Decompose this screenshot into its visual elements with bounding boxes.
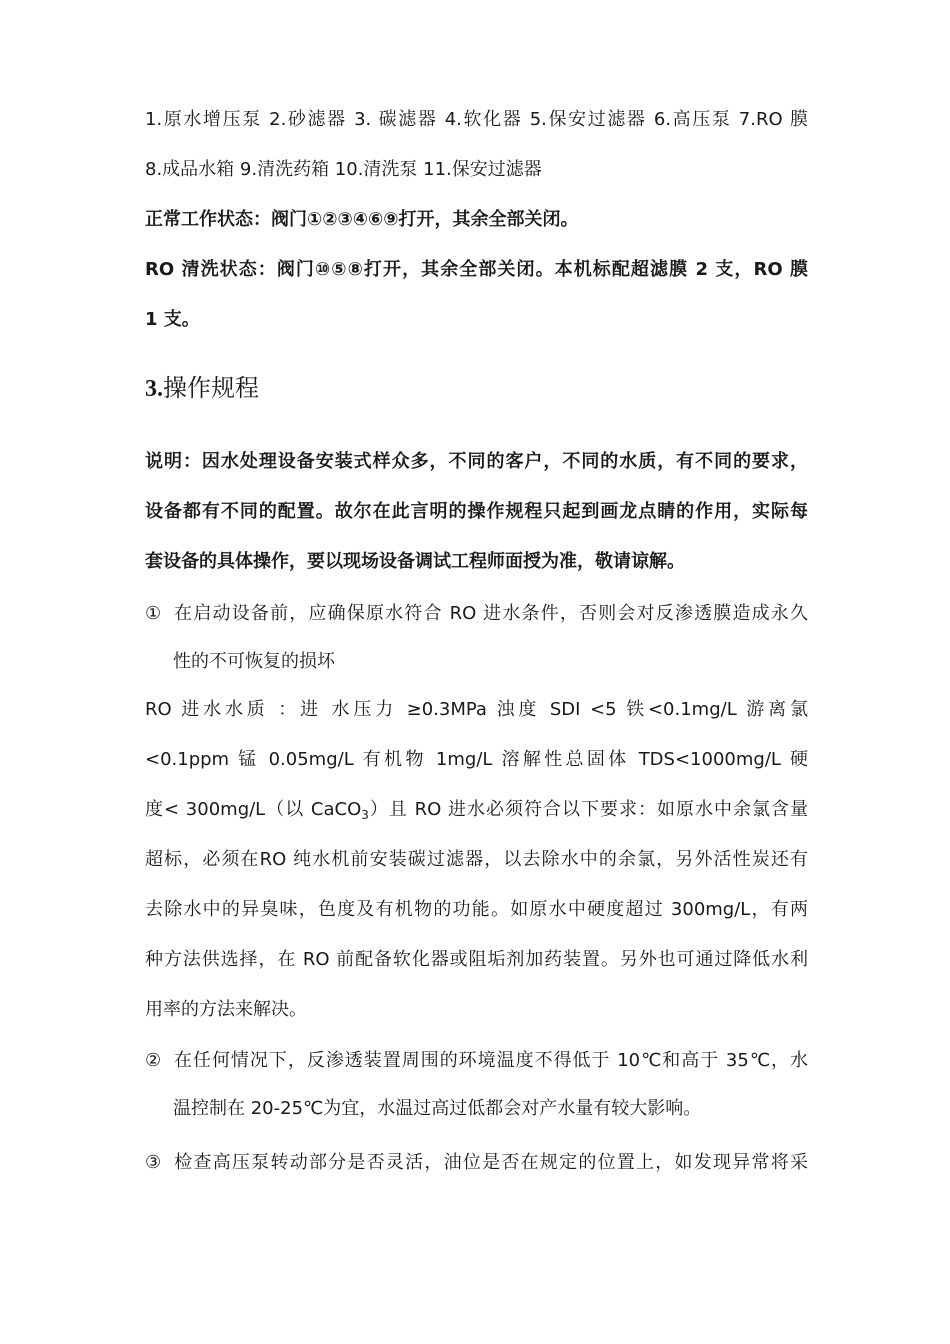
section-number: 3. <box>145 376 163 402</box>
water-quality-line-6: 种方法供选择，在 RO 前配备软化器或阻垢剂加药装置。另外也可通过降低水利 <box>145 949 808 970</box>
cleaning-state-line-2: 1 支。 <box>145 309 200 330</box>
component-list-line-1: 1.原水增压泵 2.砂滤器 3. 碳滤器 4.软化器 5.保安过滤器 6.高压泵 7.RO 膜 <box>145 109 808 130</box>
notice-line-1: 说明：因水处理设备安装式样众多，不同的客户，不同的水质，有不同的要求， <box>145 451 808 472</box>
list-item-text: 在启动设备前，应确保原水符合 RO 进水条件，否则会对反渗透膜造成永久 <box>173 603 808 624</box>
subscript-3: 3 <box>361 808 369 822</box>
water-quality-text: 度< 300mg/L（以 CaCO <box>145 799 362 820</box>
notice-line-3: 套设备的具体操作，要以现场设备调试工程师面授为准，敬请谅解。 <box>145 551 685 572</box>
list-item-marker: ① <box>145 603 162 624</box>
cleaning-state-line-1: RO 清洗状态：阀门⑩⑤⑧打开，其余全部关闭。本机标配超滤膜 2 支，RO 膜 <box>145 259 808 280</box>
notice-line-2: 设备都有不同的配置。故尔在此言明的操作规程只起到画龙点睛的作用，实际每 <box>145 501 808 522</box>
list-item-text: 检查高压泵转动部分是否灵活，油位是否在规定的位置上，如发现异常将采 <box>173 1152 808 1173</box>
water-quality-line-1: RO 进水水质 ：进 水压力 ≥0.3MPa 浊度 SDI <5 铁<0.1mg/L 游离氯 <box>145 699 808 720</box>
water-quality-line-4: 超标，必须在RO 纯水机前安装碳过滤器，以去除水中的余氯，另外活性炭还有 <box>145 849 808 870</box>
water-quality-line-3 <box>145 797 808 823</box>
list-item-2 <box>145 1048 808 1074</box>
list-item-1-continuation: 性的不可恢复的损坏 <box>173 651 335 672</box>
list-item-text: 在任何情况下，反渗透装置周围的环境温度不得低于 10℃和高于 35℃，水 <box>173 1050 808 1071</box>
section-title: 操作规程 <box>163 374 259 402</box>
water-quality-line-5: 去除水中的异臭味，色度及有机物的功能。如原水中硬度超过 300mg/L，有两 <box>145 899 808 920</box>
list-item-3 <box>145 1150 808 1176</box>
normal-state-text: 正常工作状态：阀门①②③④⑥⑨打开，其余全部关闭。 <box>145 209 579 230</box>
component-list-line-2: 8.成品水箱 9.清洗药箱 10.清洗泵 11.保安过滤器 <box>145 159 542 180</box>
list-item-2-continuation: 温控制在 20-25℃为宜，水温过高过低都会对产水量有较大影响。 <box>173 1098 702 1119</box>
list-item-1 <box>145 601 808 627</box>
list-item-marker: ③ <box>145 1152 162 1173</box>
water-quality-text: ）且 RO 进水必须符合以下要求：如原水中余氯含量 <box>368 799 808 820</box>
water-quality-line-7: 用率的方法来解决。 <box>145 999 307 1020</box>
water-quality-line-2: <0.1ppm 锰 0.05mg/L 有机物 1mg/L 溶解性总固体 TDS<1000mg/L 硬 <box>145 749 808 770</box>
list-item-marker: ② <box>145 1050 162 1071</box>
section-heading <box>145 372 808 405</box>
